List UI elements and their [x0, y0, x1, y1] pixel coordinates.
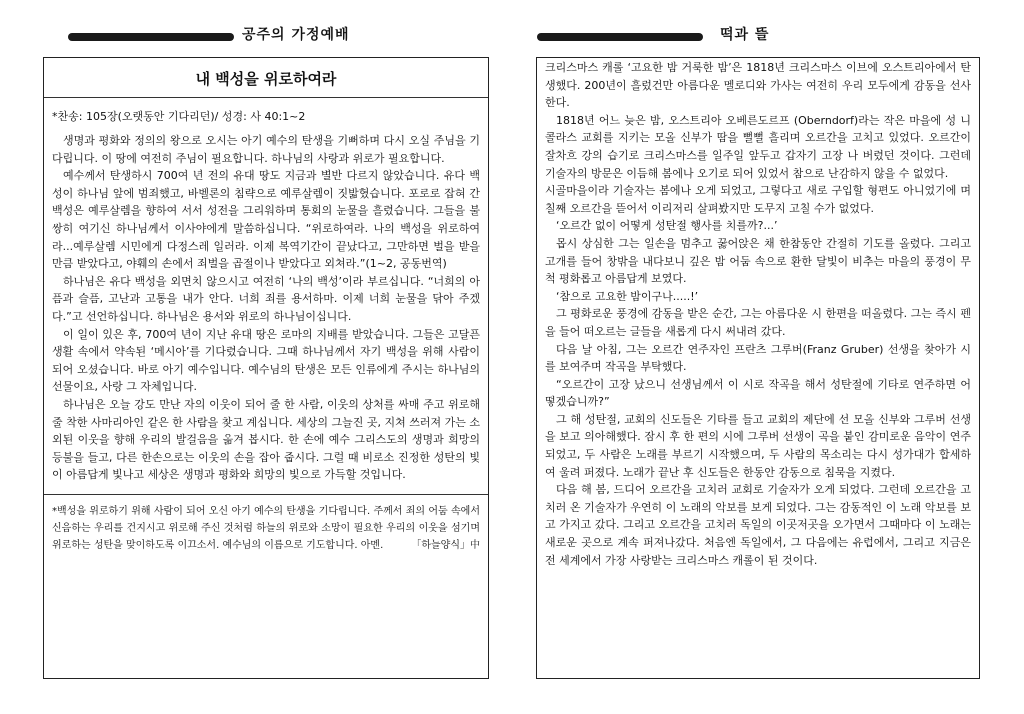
story-paragraph: “오르간이 고장 났으니 선생님께서 이 시로 작곡을 해서 성탄절에 기타로 연주하면 어떻겠습니까?”	[545, 377, 971, 409]
devotion-paragraph: 하나님은 유다 백성을 외면치 않으시고 여전히 ‘나의 백성’이라 부르십니다. “너희의 아픔과 슬픔, 고난과 고통을 내가 안다. 너희 죄를 용서하마. 이제 너희 눈물을 닦아 주겠다.”고 선언하십니다. 하나님은 용서와 위로의 하나님이십니다.	[52, 274, 480, 323]
prayer-body: *백성을 위로하기 위해 사람이 되어 오신 아기 예수의 탄생을 기다립니다. 주께서 죄의 어둠 속에서 신음하는 우리를 건지시고 위로해 주신 것처럼 하늘의 위로와 소망이 필요한 우리의 이웃을 섬기며 위로하는 성탄을 맞이하도록 이끄소서. 예수님의 이름으로 기도합니다. 아멘.	[52, 505, 480, 551]
left-page-panel	[43, 57, 489, 679]
right-header-title: 떡과 뜰	[720, 27, 770, 43]
story-paragraph: 그 해 성탄절, 교회의 신도들은 기타를 들고 교회의 제단에 선 모올 신부와 그루버 선생을 보고 의아해했다. 잠시 후 한 편의 시에 그루버 선생이 곡을 붙인 감미로운 음악이 연주되었고, 두 사람은 노래를 부르기 시작했으며, 두 사람의 목소리는 다시 성가대가 합세하여 울려 퍼졌다. 노래가 끝난 후 신도들은 한동안 감동으로 침묵을 지켰다.	[545, 412, 971, 479]
story-paragraph: ‘참으로 고요한 밤이구나.....!’	[556, 289, 699, 303]
story-paragraph: 다음 날 아침, 그는 오르간 연주자인 프란츠 그루버(Franz Gruber) 선생을 찾아가 시를 보여주며 작곡을 부탁했다.	[545, 342, 971, 374]
story-paragraph: 몹시 상심한 그는 일손을 멈추고 꿇어앉은 채 한참동안 간절히 기도를 올렸다. 그리고 고개를 들어 창밖을 내다보니 깊은 밤 어둠 속으로 환한 달빛이 비추는 마을의 풍경이 무척 평화롭고 아름답게 보였다.	[545, 236, 971, 286]
right-header-bar	[537, 33, 703, 41]
story-paragraph: ‘오르간 없이 어떻게 성탄절 행사를 치를까?...’	[556, 219, 778, 233]
title-divider	[44, 97, 488, 98]
devotion-paragraph: 이 일이 있은 후, 700여 년이 지난 유대 땅은 로마의 지배를 받았습니다. 그들은 고달픈 생활 속에서 약속된 ‘메시아’를 기다렸습니다. 그때 하나님께서 자기 백성을 위해 사람이 되어 오셨습니다. 바로 아기 예수입니다. 예수님의 탄생은 모든 인류에게 주시는 하나님의 선물이요, 사랑 그 자체입니다.	[52, 327, 480, 394]
devotion-paragraph: 생명과 평화와 정의의 왕으로 오시는 아기 예수의 탄생을 기뻐하며 다시 오실 주님을 기다립니다. 이 땅에 여전히 주님이 필요합니다. 하나님의 사랑과 위로가 필요합니다.	[52, 134, 480, 165]
left-header-title: 공주의 가정예배	[242, 27, 350, 43]
prayer-text	[52, 503, 480, 554]
hymn-scripture-line: *찬송: 105장(오랫동안 기다리던)/ 성경: 사 40:1~2	[52, 110, 306, 123]
story-paragraph: 크리스마스 캐롤 ‘고요한 밤 거룩한 밤’은 1818년 크리스마스 이브에 오스트리아에서 탄생했다. 200년이 흘렀건만 아름다운 멜로디와 가사는 여전히 우리 모두에게 감동을 선사한다.	[545, 61, 971, 110]
left-header-bar	[68, 33, 234, 41]
story-body	[537, 58, 979, 569]
story-paragraph: 다음 해 봄, 드디어 오르간을 고치러 교회로 기술자가 오게 되었다. 그런데 오르간을 고치러 온 기술자가 우연히 이 노래의 악보를 보게 되었다. 그는 감동적인 이 노래 악보를 보고 가지고 갔다. 그리고 오르간을 고치러 독일의 이곳저곳을 오가면서 그때마다 이 노래는 새로운 곳으로 계속 퍼져나갔다. 처음엔 독일에서, 그 다음에는 유럽에서, 그리고 지금은 전 세계에서 가장 사랑받는 크리스마스 캐롤이 된 것이다.	[545, 483, 971, 567]
right-page-panel	[536, 57, 980, 679]
story-paragraph: 시골마을이라 기술자는 봄에나 오게 되었고, 그렇다고 새로 구입할 형편도 아니었기에 며칠째 오르간을 뜯어서 이리저리 살펴봤지만 도무지 고칠 수가 없었다.	[545, 184, 971, 215]
prayer-divider	[44, 494, 488, 495]
page-title: 내 백성을 위로하여라	[195, 70, 337, 88]
devotion-paragraph: 하나님은 오늘 강도 만난 자의 이웃이 되어 줄 한 사람, 이웃의 상처를 싸매 주고 위로해 줄 착한 사마리아인 같은 한 사람을 찾고 계십니다. 세상의 그늘진 곳, 지쳐 쓰러져 가는 소외된 이웃을 향해 우리의 발걸음을 옮겨 봅시다. 한 손에 예수 그리스도의 생명과 희망의 등불을 들고, 다른 한손으로는 이웃의 손을 잡아 줍시다. 그럴 때 비로소 진정한 성탄의 빛이 아름답게 빛나고 세상은 생명과 평화와 희망의 빛으로 가득할 것입니다.	[52, 397, 480, 482]
story-paragraph: 그 평화로운 풍경에 감동을 받은 순간, 그는 아름다운 시 한편을 떠올렸다. 그는 즉시 펜을 들어 떠오르는 글들을 새롭게 다시 써내려 갔다.	[545, 307, 971, 338]
devotion-paragraph: 예수께서 탄생하시 700여 년 전의 유대 땅도 지금과 별반 다르지 않았습니다. 유다 백성이 하나님 앞에 범죄했고, 바벨론의 침략으로 예루살렘이 짓밟혔습니다. 포로로 잡혀 간 백성은 예루살렘을 향하여 서서 성전을 그리워하며 통회의 눈물을 흘렸습니다. 그들을 불쌍히 여기신 하나님께서 이사야에게 말씀하십니다. “위로하여라. 나의 백성을 위로하여라...예루살렘 시민에게 다정스레 일러라. 이제 복역기간이 끝났다고, 그만하면 벌을 받을 만큼 받았다고, 야훼의 손에서 죄벌을 곱절이나 받았다고 외쳐라.”(1~2, 공동번역)	[52, 169, 480, 271]
source-citation: 「하늘양식」中	[411, 539, 480, 551]
devotion-body	[52, 132, 480, 484]
story-paragraph: 1818년 어느 늦은 밤, 오스트리아 오베른도르프 (Oberndorf)라는 작은 마을에 성 니콜라스 교회를 지키는 모올 신부가 땀을 뻘뻘 흘리며 오르간을 고치고 있었다. 오르간이 잘차흐 강의 습기로 크리스마스를 일주일 앞두고 갑자기 고장 나 버렸던 것이다. 그런데 기술자의 방문은 이듬해 봄에나 오기로 되어 있었서 참으로 난감하지 않을 수 없었다.	[545, 113, 971, 180]
